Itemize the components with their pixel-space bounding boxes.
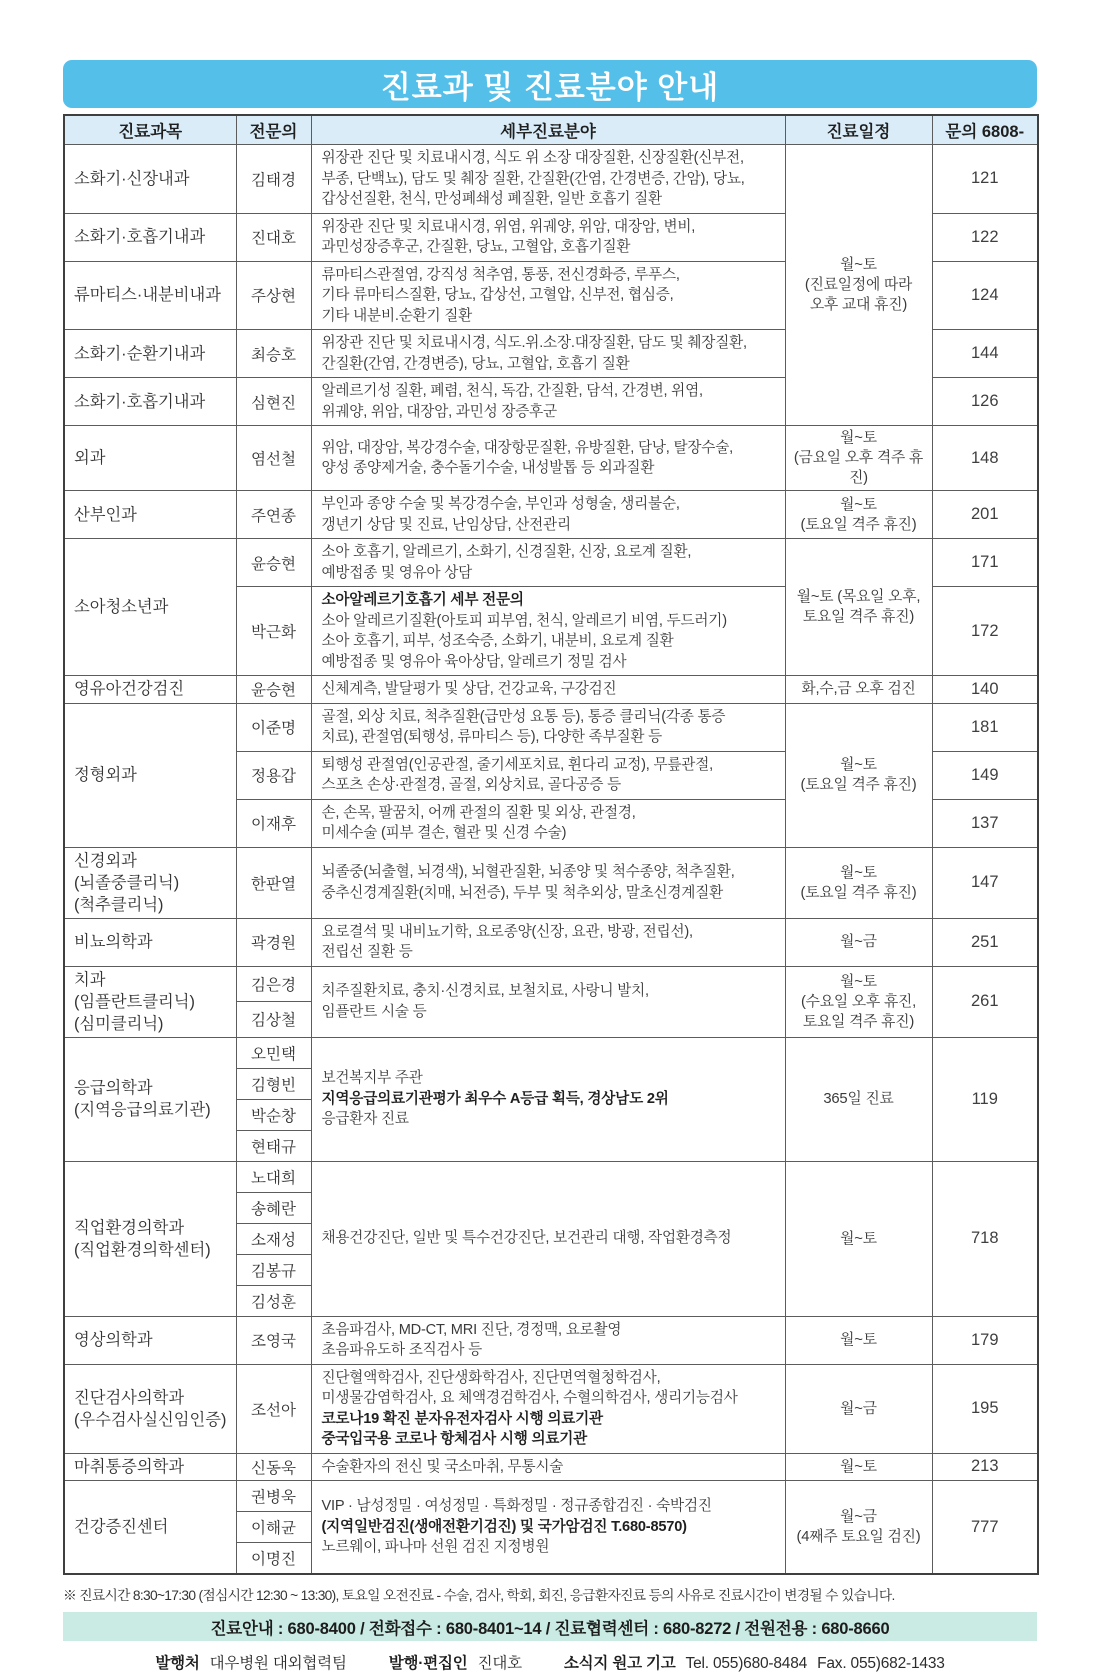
details-line: 진단혈액학검사, 진단생화학검사, 진단면역혈청학검사, <box>321 1369 661 1386</box>
details-line: 응급환자 진료 <box>321 1111 409 1128</box>
details-line: 위암, 대장암, 복강경수술, 대장항문질환, 유방질환, 담낭, 탈장수술, <box>321 439 733 456</box>
publisher-value: 대우병원 대외협력팀 <box>209 1655 347 1672</box>
details-line: 미세수술 (피부 결손, 혈관 및 신경 수술) <box>321 825 567 841</box>
details-line: 요로결석 및 내비뇨기학, 요로종양(신장, 요관, 방광, 전립선), <box>321 923 693 940</box>
department-name-line: 영상의학과 <box>74 1331 153 1349</box>
phone-numbers-band <box>63 1612 1037 1641</box>
schedule-cell <box>785 918 932 966</box>
contact-cell: 144 <box>932 330 1038 378</box>
schedule-line: 월~토 <box>840 430 877 446</box>
doctor-cell: 김상철 <box>236 1002 311 1038</box>
doctor-cell: 김봉규 <box>236 1254 311 1285</box>
doctor-cell: 송혜란 <box>236 1192 311 1223</box>
header-department: 진료과목 <box>64 115 236 145</box>
details-cell <box>311 426 785 491</box>
table-row <box>64 703 1038 751</box>
details-cell <box>311 145 785 214</box>
details-cell <box>311 966 785 1037</box>
department-name-line: (지역응급의료기관) <box>74 1101 211 1119</box>
table-row <box>64 145 1038 214</box>
contact-cell: 121 <box>932 145 1038 214</box>
schedule-cell <box>785 1037 932 1161</box>
contact-cell: 261 <box>932 966 1038 1037</box>
schedule-cell <box>785 676 932 704</box>
doctor-cell: 이준명 <box>236 703 311 751</box>
table-row <box>64 491 1038 539</box>
contact-cell: 179 <box>932 1316 1038 1364</box>
schedule-line: 토요일 격주 휴진) <box>802 1013 915 1030</box>
doctor-cell: 한판열 <box>236 847 311 918</box>
schedule-line: 월~금 <box>840 934 877 950</box>
department-name-line: (척추클리닉) <box>74 895 164 914</box>
details-line: 부종, 단백뇨), 담도 및 췌장 질환, 간질환(간염, 간경변증, 간암), 당뇨, <box>321 170 745 187</box>
contact-cell: 172 <box>932 587 1038 676</box>
doctor-cell: 김태경 <box>236 145 311 214</box>
details-line: 류마티스관절염, 강직성 척추염, 통풍, 전신경화증, 루푸스, <box>321 266 680 283</box>
details-line: 채용건강진단, 일반 및 특수건강진단, 보건관리 대행, 작업환경측정 <box>321 1230 732 1247</box>
contact-cell: 181 <box>932 703 1038 751</box>
details-line: VIP · 남성정밀 · 여성정밀 · 특화정밀 · 정규종합검진 · 숙박검진 <box>321 1498 712 1515</box>
schedule-cell <box>785 1316 932 1364</box>
details-cell <box>311 491 785 539</box>
department-name-line: 영유아건강검진 <box>74 680 185 699</box>
page-title-banner <box>63 60 1037 108</box>
details-cell <box>311 213 785 261</box>
department-cell <box>64 1316 236 1364</box>
details-cell <box>311 378 785 426</box>
doctor-cell: 윤승현 <box>236 539 311 587</box>
table-row <box>64 1037 1038 1068</box>
doctor-cell: 진대호 <box>236 213 311 261</box>
details-line: 위장관 진단 및 치료내시경, 식도.위.소장.대장질환, 담도 및 췌장질환, <box>321 335 747 351</box>
department-cell <box>64 918 236 966</box>
details-line: (지역일반검진(생애전환기검진) 및 국가암검진 T.680-8570) <box>321 1518 687 1535</box>
doctor-cell: 소재성 <box>236 1223 311 1254</box>
departments-table <box>63 114 1039 1575</box>
department-cell <box>64 491 236 539</box>
department-cell <box>64 703 236 847</box>
schedule-line: (토요일 격주 휴진) <box>800 777 917 793</box>
table-row <box>64 1161 1038 1192</box>
contact-cell: 201 <box>932 491 1038 539</box>
schedule-line: (토요일 격주 휴진) <box>800 884 917 901</box>
table-row <box>64 426 1038 491</box>
department-name-line: 소화기·호흡기내과 <box>74 228 206 246</box>
department-name-line: 소아청소년과 <box>74 598 169 616</box>
contact-cell: 149 <box>932 751 1038 799</box>
details-cell <box>311 847 785 918</box>
department-name-line: 소화기·호흡기내과 <box>74 392 206 411</box>
department-cell <box>64 378 236 426</box>
details-line: 지역응급의료기관평가 최우수 A등급 획득, 경상남도 2위 <box>321 1090 669 1107</box>
details-cell <box>311 751 785 799</box>
doctor-cell: 조선아 <box>236 1364 311 1453</box>
department-cell <box>64 330 236 378</box>
table-row <box>64 918 1038 966</box>
details-line: 치료), 관절염(퇴행성, 류마티스 등), 다양한 족부질환 등 <box>321 729 663 745</box>
schedule-line: 월~금 <box>840 1509 877 1525</box>
department-name-line: 외과 <box>74 449 106 467</box>
contact-cell: 137 <box>932 799 1038 847</box>
details-line: 위궤양, 위암, 대장암, 과민성 장증후군 <box>321 403 557 420</box>
contact-cell: 124 <box>932 261 1038 330</box>
schedule-line: (4째주 토요일 검진) <box>796 1529 921 1545</box>
header-contact: 문의 6808- <box>932 115 1038 145</box>
tel-value: Tel. 055)680-8484 <box>685 1655 808 1672</box>
contact-cell: 213 <box>932 1453 1038 1481</box>
schedule-cell <box>785 145 932 426</box>
schedule-line: 월~토 <box>840 257 877 273</box>
table-row <box>64 676 1038 704</box>
doctor-cell: 박순창 <box>236 1099 311 1130</box>
doctor-cell: 염선철 <box>236 426 311 491</box>
doctor-cell: 오민택 <box>236 1037 311 1068</box>
doctor-cell: 김형빈 <box>236 1068 311 1099</box>
doctor-cell: 박근화 <box>236 587 311 676</box>
details-line: 알레르기성 질환, 폐렴, 천식, 독감, 간질환, 담석, 간경변, 위염, <box>321 383 703 399</box>
details-cell <box>311 1316 785 1364</box>
details-cell <box>311 1364 785 1453</box>
department-name-line: 소화기·신장내과 <box>74 169 190 188</box>
details-cell <box>311 918 785 966</box>
schedule-cell <box>785 703 932 847</box>
department-name-line: 정형외과 <box>74 766 137 784</box>
schedule-cell <box>785 1161 932 1316</box>
details-line: 소아 호흡기, 알레르기, 소화기, 신경질환, 신장, 요로계 질환, <box>321 544 692 560</box>
schedule-cell <box>785 1364 932 1453</box>
details-line: 노르웨이, 파나마 선원 검진 지정병원 <box>321 1539 550 1556</box>
details-line: 기타 내분비.순환기 질환 <box>321 307 473 324</box>
details-cell <box>311 261 785 330</box>
table-row <box>64 539 1038 587</box>
schedule-cell <box>785 539 932 676</box>
header-details: 세부진료분야 <box>311 115 785 145</box>
schedule-line: 월~토 <box>840 1458 877 1475</box>
doctor-cell: 현태규 <box>236 1130 311 1161</box>
details-line: 미생물감염학검사, 요 체액경검학검사, 수혈의학검사, 생리기능검사 <box>321 1390 738 1406</box>
details-line: 양성 종양제거술, 충수돌기수술, 내성발톱 등 외과질환 <box>321 460 655 476</box>
contribution-label: 소식지 원고 기고 <box>563 1655 676 1672</box>
details-cell <box>311 330 785 378</box>
department-name-line: 비뇨의학과 <box>74 933 153 951</box>
details-line: 과민성장증후군, 간질환, 당뇨, 고혈압, 호흡기질환 <box>321 239 631 255</box>
department-name-line: 건강증진센터 <box>74 1518 169 1536</box>
department-cell <box>64 1481 236 1575</box>
department-cell <box>64 145 236 214</box>
hours-footnote: ※ 진료시간 8:30~17:30 (점심시간 12:30 ~ 13:30), 토요일 오전진료 - 수술, 검사, 학회, 회진, 응급환자진료 등의 사유로 진료시간이 변경될 수 있습니다. <box>63 1588 895 1603</box>
schedule-line: 월~토 <box>840 757 877 773</box>
doctor-cell: 이명진 <box>236 1543 311 1575</box>
details-cell <box>311 587 785 676</box>
details-line: 치주질환치료, 충치·신경치료, 보철치료, 사랑니 발치, <box>321 983 649 999</box>
contact-cell: 718 <box>932 1161 1038 1316</box>
details-line: 코로나19 확진 분자유전자검사 시행 의료기관 <box>321 1410 603 1427</box>
details-line: 위장관 진단 및 치료내시경, 식도 위 소장 대장질환, 신장질환(신부전, <box>321 150 744 166</box>
table-row <box>64 1481 1038 1512</box>
doctor-cell: 이재후 <box>236 799 311 847</box>
details-line: 중국입국용 코로나 항체검사 시행 의료기관 <box>321 1431 588 1447</box>
doctor-cell: 신동욱 <box>236 1453 311 1481</box>
publication-info-row <box>63 1651 1037 1673</box>
table-row <box>64 1316 1038 1364</box>
contact-cell: 140 <box>932 676 1038 704</box>
department-cell <box>64 261 236 330</box>
department-name-line: 신경외과 <box>74 851 137 870</box>
schedule-cell <box>785 966 932 1037</box>
doctor-cell: 조영국 <box>236 1316 311 1364</box>
contact-cell: 147 <box>932 847 1038 918</box>
doctor-cell: 이해균 <box>236 1512 311 1543</box>
department-name-line: 마취통증의학과 <box>74 1457 185 1476</box>
details-line: 예방접종 및 영유아 육아상담, 알레르기 정밀 검사 <box>321 653 627 670</box>
department-cell <box>64 1037 236 1161</box>
details-line: 위장관 진단 및 치료내시경, 위염, 위궤양, 위암, 대장암, 변비, <box>321 218 696 235</box>
doctor-cell: 곽경원 <box>236 918 311 966</box>
contact-cell: 126 <box>932 378 1038 426</box>
header-schedule: 진료일정 <box>785 115 932 145</box>
department-cell <box>64 539 236 676</box>
department-name-line: (심미클리닉) <box>74 1014 164 1033</box>
details-line: 기타 류마티스질환, 당뇨, 갑상선, 고혈압, 신부전, 협심증, <box>321 287 674 303</box>
department-name-line: (뇌졸중클리닉) <box>74 873 180 892</box>
department-name-line: 치과 <box>74 970 106 989</box>
details-line: 소아 호흡기, 피부, 성조숙증, 소화기, 내분비, 요로계 질환 <box>321 633 674 649</box>
doctor-cell: 김성훈 <box>236 1285 311 1316</box>
doctor-cell: 주상현 <box>236 261 311 330</box>
schedule-cell <box>785 491 932 539</box>
schedule-line: 오후 교대 휴진) <box>809 297 908 313</box>
contact-cell: 171 <box>932 539 1038 587</box>
details-line: 소아 알레르기질환(아토피 피부염, 천식, 알레르기 비염, 두드러기) <box>321 612 727 629</box>
details-line: 예방접종 및 영유아 상담 <box>321 564 473 581</box>
phone-numbers-text: 진료안내 : 680-8400 / 전화접수 : 680-8401~14 / 진료협력센터 : 680-8272 / 전원전용 : 680-8660 <box>210 1619 890 1638</box>
department-name-line: (임플란트클리닉) <box>74 992 195 1011</box>
details-line: 초음파검사, MD-CT, MRI 진단, 경정맥, 요로촬영 <box>321 1321 622 1338</box>
contact-cell: 251 <box>932 918 1038 966</box>
details-line: 초음파유도하 조직검사 등 <box>321 1342 483 1358</box>
details-line: 손, 손목, 팔꿈치, 어깨 관절의 질환 및 외상, 관절경, <box>321 804 636 821</box>
department-cell <box>64 676 236 704</box>
page-title: 진료과 및 진료분야 안내 <box>380 69 720 105</box>
schedule-line: (토요일 격주 휴진) <box>800 516 917 533</box>
department-name-line: 진단검사의학과 <box>74 1388 185 1407</box>
contact-cell: 777 <box>932 1481 1038 1575</box>
details-line: 중추신경계질환(치매, 뇌전증), 두부 및 척추외상, 말초신경계질환 <box>321 884 723 901</box>
department-name-line: 산부인과 <box>74 505 137 524</box>
details-line: 보건복지부 주관 <box>321 1070 423 1087</box>
department-cell <box>64 426 236 491</box>
doctor-cell: 최승호 <box>236 330 311 378</box>
details-line: 전립선 질환 등 <box>321 944 413 960</box>
details-line: 갑상선질환, 천식, 만성폐쇄성 폐질환, 일반 호흡기 질환 <box>321 191 662 207</box>
department-name-line: 직업환경의학과 <box>74 1218 185 1237</box>
contact-cell: 195 <box>932 1364 1038 1453</box>
department-name-line: (직업환경의학센터) <box>74 1240 211 1259</box>
schedule-line: (수요일 오후 휴진, <box>800 993 917 1010</box>
details-cell <box>311 1481 785 1575</box>
department-cell <box>64 966 236 1037</box>
details-line: 골절, 외상 치료, 척추질환(급만성 요통 등), 통증 클리닉(각종 통증 <box>321 708 726 725</box>
doctor-cell: 심현진 <box>236 378 311 426</box>
table-row <box>64 1453 1038 1481</box>
details-line: 소아알레르기호흡기 세부 전문의 <box>321 592 524 608</box>
details-line: 스포츠 손상·관절경, 골절, 외상치료, 골다공증 등 <box>321 777 622 793</box>
details-line: 부인과 종양 수술 및 복강경수술, 부인과 성형술, 생리불순, <box>321 496 680 512</box>
department-name-line: (우수검사실신임인증) <box>74 1410 227 1429</box>
publisher-label: 발행처 <box>155 1655 200 1672</box>
schedule-line: (금요일 오후 격주 휴진) <box>793 450 924 486</box>
department-name-line: 류마티스·내분비내과 <box>74 286 221 305</box>
table-row <box>64 847 1038 918</box>
department-cell <box>64 1161 236 1316</box>
details-cell <box>311 1161 785 1316</box>
doctor-cell: 정용갑 <box>236 751 311 799</box>
schedule-line: 월~토 <box>840 1230 877 1247</box>
schedule-cell <box>785 847 932 918</box>
schedule-line: 월~토 <box>840 496 877 513</box>
details-line: 신체계측, 발달평가 및 상담, 건강교육, 구강검진 <box>321 681 617 697</box>
details-line: 간질환(간염, 간경변증), 당뇨, 고혈압, 호흡기 질환 <box>321 355 630 372</box>
doctor-cell: 노대희 <box>236 1161 311 1192</box>
schedule-line: 토요일 격주 휴진) <box>802 609 915 625</box>
department-cell <box>64 213 236 261</box>
department-name-line: 응급의학과 <box>74 1079 153 1097</box>
contact-cell: 148 <box>932 426 1038 491</box>
details-cell <box>311 676 785 704</box>
table-body <box>64 145 1038 1575</box>
department-name-line: 소화기·순환기내과 <box>74 344 206 363</box>
schedule-cell <box>785 426 932 491</box>
details-line: 갱년기 상담 및 진료, 난임상담, 산전관리 <box>321 516 571 533</box>
schedule-line: 화,수,금 오후 검진 <box>801 681 916 698</box>
doctor-cell: 김은경 <box>236 966 311 1002</box>
schedule-cell <box>785 1453 932 1481</box>
details-line: 뇌졸중(뇌출혈, 뇌경색), 뇌혈관질환, 뇌종양 및 척수종양, 척추질환, <box>321 864 735 880</box>
header-specialist: 전문의 <box>236 115 311 145</box>
table-row <box>64 1364 1038 1453</box>
details-line: 퇴행성 관절염(인공관절, 줄기세포치료, 휜다리 교정), 무릎관절, <box>321 756 713 773</box>
doctor-cell: 윤승현 <box>236 676 311 704</box>
schedule-cell <box>785 1481 932 1575</box>
contact-cell: 122 <box>932 213 1038 261</box>
schedule-line: 365일 진료 <box>823 1091 894 1107</box>
editor-label: 발행·편집인 <box>388 1655 468 1672</box>
department-cell <box>64 1364 236 1453</box>
editor-value: 진대호 <box>477 1655 522 1672</box>
contact-cell: 119 <box>932 1037 1038 1161</box>
schedule-line: 월~토 <box>840 864 877 881</box>
details-cell <box>311 1037 785 1161</box>
department-cell <box>64 847 236 918</box>
details-cell <box>311 539 785 587</box>
details-line: 수술환자의 전신 및 국소마취, 무통시술 <box>321 1458 564 1475</box>
details-cell <box>311 1453 785 1481</box>
schedule-line: 월~금 <box>840 1400 877 1417</box>
schedule-line: 월~토 <box>840 973 877 990</box>
details-cell <box>311 799 785 847</box>
details-cell <box>311 703 785 751</box>
table-header-row <box>64 115 1038 145</box>
table-row <box>64 966 1038 1002</box>
department-cell <box>64 1453 236 1481</box>
doctor-cell: 주연종 <box>236 491 311 539</box>
schedule-line: (진료일정에 따라 <box>804 277 913 293</box>
schedule-line: 월~토 <box>840 1332 877 1348</box>
fax-value: Fax. 055)682-1433 <box>817 1655 945 1672</box>
doctor-cell: 권병욱 <box>236 1481 311 1512</box>
schedule-line: 월~토 (목요일 오후, <box>796 589 921 605</box>
details-line: 임플란트 시술 등 <box>321 1003 427 1020</box>
